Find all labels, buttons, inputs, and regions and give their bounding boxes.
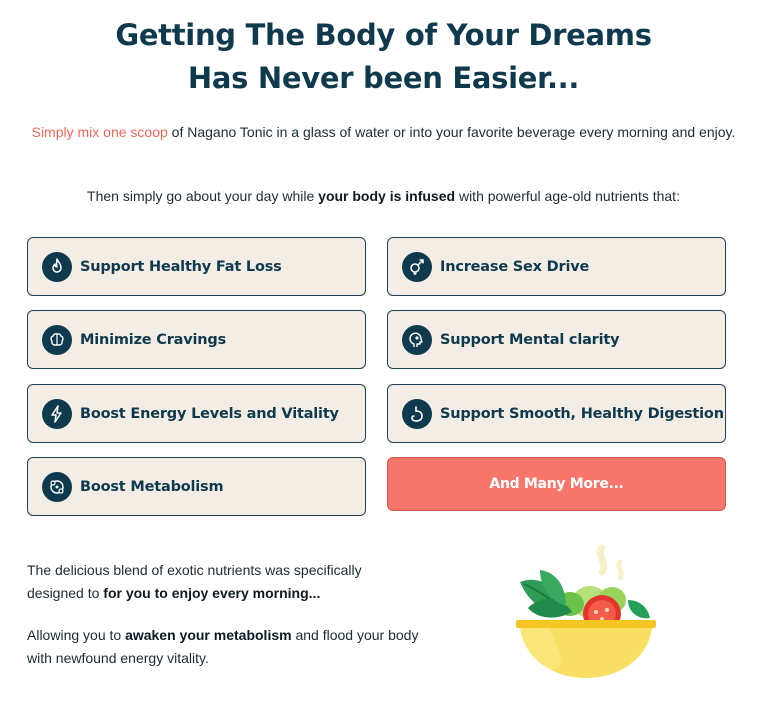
intro-paragraph [20,120,747,144]
p1-bold: for you to enjoy every morning... [103,585,321,601]
p2-text: Allowing you to [27,627,126,643]
body-paragraph-2 [27,624,447,670]
benefit-label: Boost Metabolism [80,478,224,495]
p1-text: The delicious blend of exotic nutrients was specifically designed to [27,562,362,601]
intro-paragraph-2 [20,184,747,208]
benefit-label: Support Healthy Fat Loss [80,258,282,275]
flame-icon [42,252,72,282]
p2-bold: awaken your metabolism [125,627,292,643]
benefit-label: Increase Sex Drive [440,258,590,275]
and-many-more-button[interactable]: And Many More... [387,457,726,511]
body-paragraph-1 [27,559,407,605]
lightning-icon [42,399,72,429]
benefit-card-digestion [387,384,726,443]
intro2-pre: Then simply go about your day while [87,188,319,204]
salad-bowl-illustration [510,542,665,682]
benefit-card-fat-loss [27,237,366,296]
intro2-bold: your body is infused [318,188,456,204]
benefit-label: Minimize Cravings [80,331,227,348]
benefit-label: Support Smooth, Healthy Digestion [440,405,724,422]
metabolism-icon [42,472,72,502]
intro-accent-text: Simply mix one scoop [31,124,168,140]
headline-line-2: Has Never been Easier... [187,61,580,95]
benefit-card-sex-drive [387,237,726,296]
page-headline [0,14,767,100]
benefit-card-metabolism [27,457,366,516]
benefit-label: Support Mental clarity [440,331,620,348]
gender-icon [402,252,432,282]
benefit-card-energy [27,384,366,443]
headline-line-1: Getting The Body of Your Dreams [115,18,652,52]
benefit-card-cravings [27,310,366,369]
intro2-post: with powerful age-old nutrients that: [455,188,680,204]
stomach-icon [402,399,432,429]
benefit-card-mental-clarity [387,310,726,369]
benefit-label: Boost Energy Levels and Vitality [80,405,339,422]
head-icon [402,325,432,355]
intro-rest-text: of Nagano Tonic in a glass of water or into your favorite beverage every morning and enjoy. [167,124,736,140]
p2-text-end: and flood your body with newfound energy vitality. [27,627,419,666]
brain-icon [42,325,72,355]
